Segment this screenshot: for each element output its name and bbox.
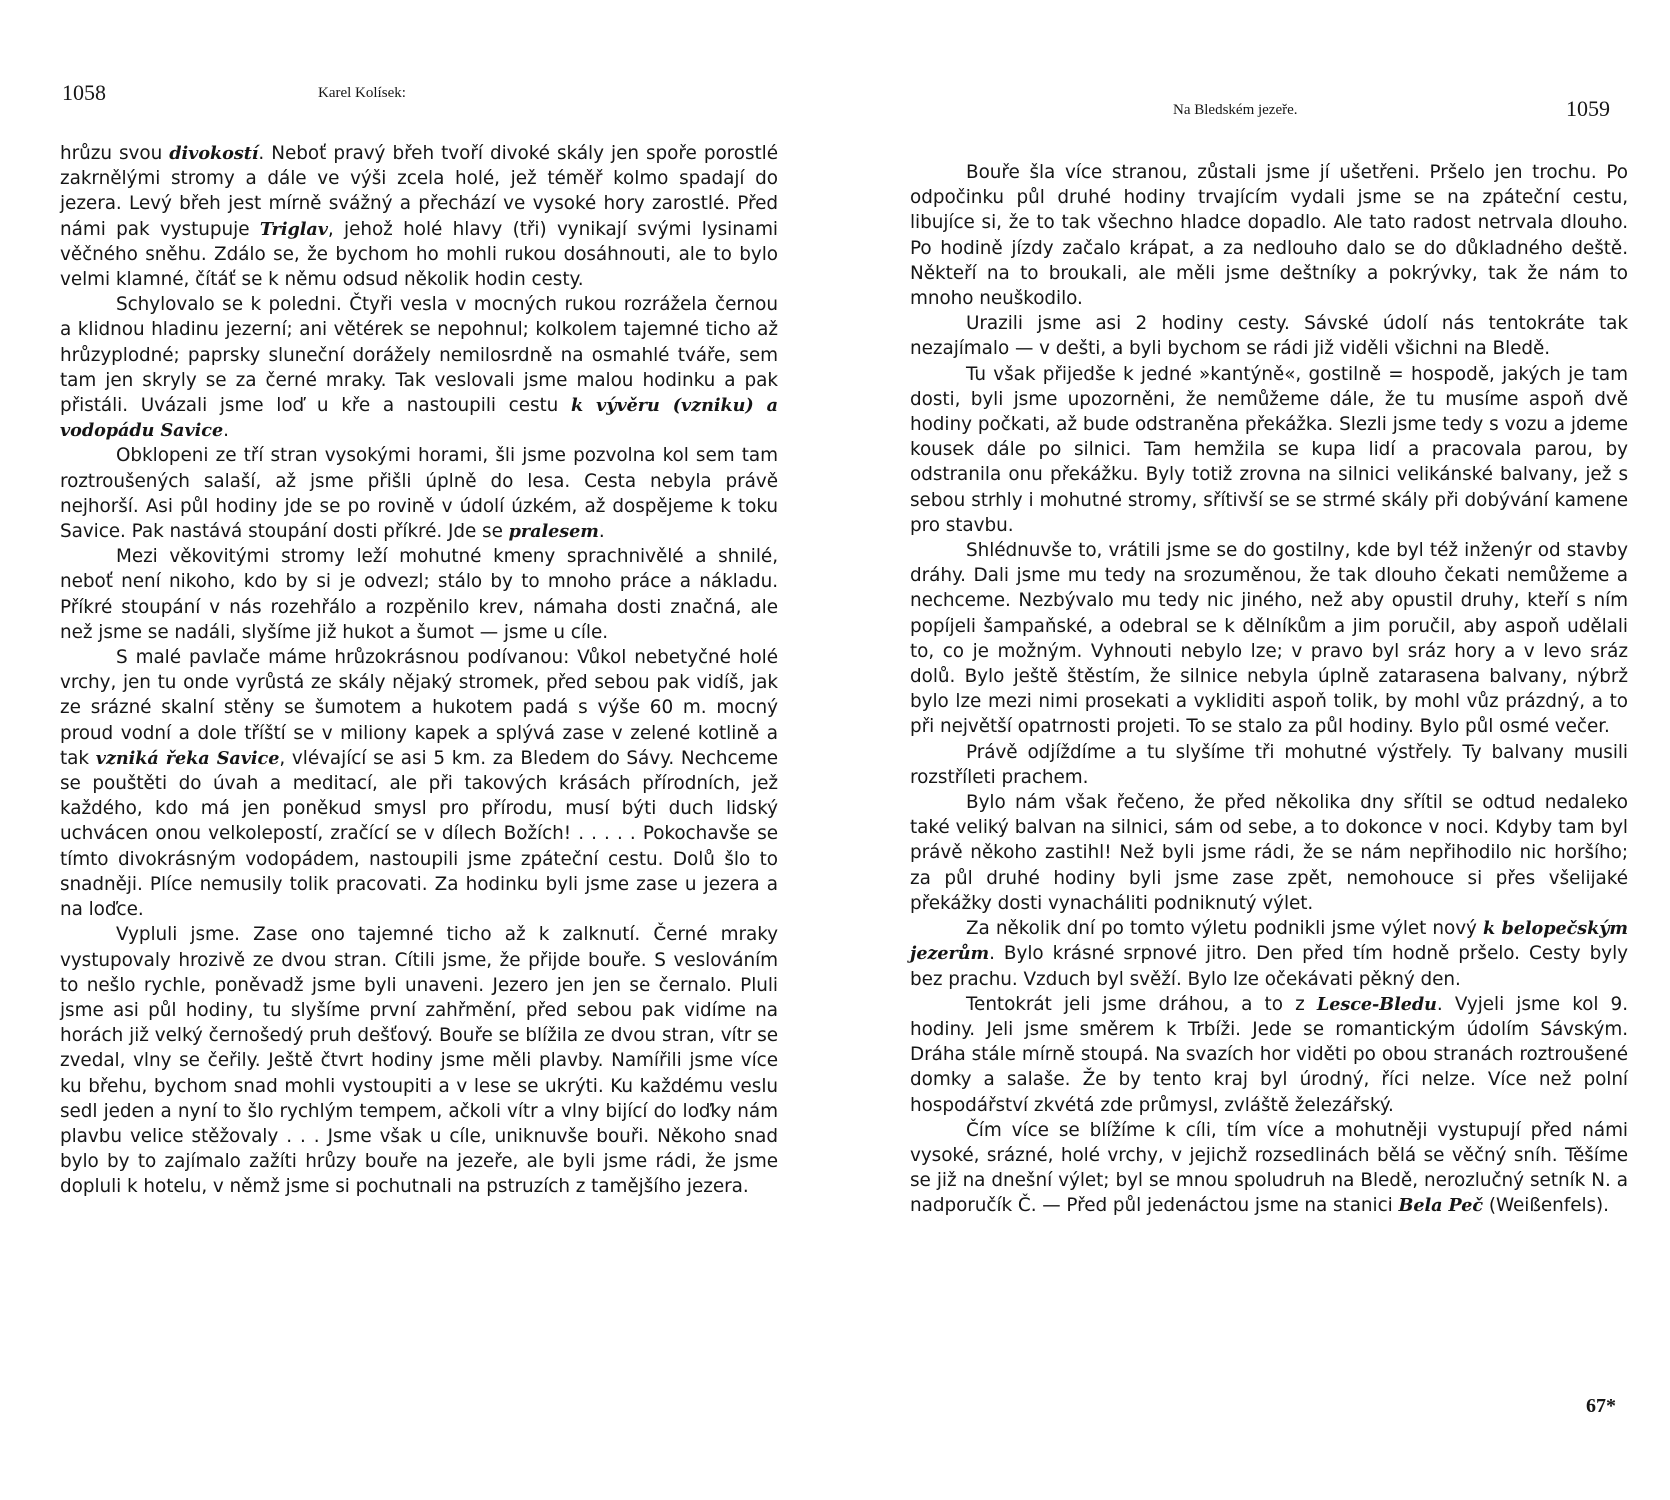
text-run: Bylo nám však řečeno, že před několika dny sřítil se odtud nedaleko také veliký balvan na silnici, sám od sebe, a to dokonce v noci. Kdyby tam byl právě někoho zastihl! Než byli jsme rádi, že se nám nepřihodilo nic horšího; za půl druhé hodiny byli jsme zase zpět, nemohouce si přes všelijaké překážky dosti vynacháliti podniknutý výlet. — [910, 792, 1628, 914]
text-run: Právě odjíždíme a tu slyšíme tři mohutné výstřely. Ty balvany musili rozstříleti prachem. — [910, 741, 1628, 788]
text-run: Schylovalo se k poledni. Čtyři vesla v mocných rukou rozrážela černou a klidnou hladinu jezerní; ani větérek se nepohnul; kolkolem tajemné ticho až hrůzyplodné; paprsky sluneční dorážely nemilosrdně na osmahlé tváře, sem tam jen skryly se za černé mraky. Tak veslovali jsme malou hodinku a pak přistáli. Uvázali jsme loď u kře a nastoupili cestu — [60, 294, 778, 417]
paragraph — [910, 160, 1628, 311]
text-run: hrůzu svou — [60, 143, 170, 164]
paragraph — [60, 922, 778, 1199]
emphasis-text: k belopečským jezerům — [910, 918, 1628, 965]
text-run: (Weißenfels). — [1483, 1195, 1609, 1217]
text-run: Shlédnuvše to, vrátili jsme se do gostilny, kde byl též inženýr od stavby dráhy. Dali jsme mu tedy na srozuměnou, že tak dlouho čekati nemůžeme a nechceme. Nezbývalo mu tedy nic jiného, než aby opustil druhy, kteří s ním popíjeli šampaňské, a odebral se k dělníkům a jim poručil, aby aspoň udělali to, co je možným. Vyhnouti nebylo lze; v pravo byl sráz hory a v levo sráz dolů. Bylo ještě štěstím, že silnice nebyla úplně zatarasena balvany, nýbrž bylo lze mezi nimi prosekati a vykliditi aspoň tolik, by mohl vůz prázdný, a to při největší opatrnosti projeti. To se stalo za půl hodiny. Bylo půl osmé večer. — [910, 540, 1628, 738]
emphasis-text: k vývěru (vzniku) a vodopádu Savice — [60, 395, 778, 442]
text-run: . Bylo krásné srpnové jitro. Den před tím hodně pršelo. Cesty byly bez prachu. Vzduch byl svěží. Bylo lze očekávati pěkný den. — [910, 943, 1628, 990]
text-run: . — [598, 521, 605, 543]
paragraph — [910, 1118, 1628, 1219]
signature-mark: 67* — [1586, 1395, 1616, 1417]
text-run: , vlévající se asi 5 km. za Bledem do Sávy. Nechceme se pouštěti do úvah a meditací, ale při takových krásách přírodních, jež každého, kdo má jen poněkud smysl pro přírodu, musí býti duch lidský uchvácen onou velkolepostí, zračící se v dílech Božích! . . . . . Pokochavše se tímto divokrásným vodopádem, nastoupili jsme zpáteční cestu. Dolů šlo to snadněji. Plíce nemusily tolik pracovati. Za hodinku byli jsme zase u jezera a na loďce. — [60, 747, 778, 921]
text-run: Vypluli jsme. Zase ono tajemné ticho až k zalknutí. Černé mraky vystupovaly hrozivě ze dvou stran. Cítili jsme, že přijde bouře. S veslováním to nešlo rychle, poněvadž jsme byli unaveni. Jezero jen jen se černalo. Pluli jsme asi půl hodiny, tu slyšíme první zahřmění, před sebou pak vidíme na horách již velký černošedý pruh dešťový. Bouře se blížila ze dvou stran, vítr se zvedal, vlny se čeřily. Ještě čtvrt hodiny jsme měli plavby. Namířili jsme více ku břehu, bychom snad mohli vystoupiti a v lese se ukrýti. Ku každému veslu sedl jeden a nyní to šlo rychlým tempem, ačkoli vítr a vlny bijící do loďky nám plavbu velice stěžovaly . . . Jsme však u cíle, uniknuvše bouři. Někoho snad bylo by to zajímalo zažíti hrůzy bouře na jezeře, ale byli jsme rádi, že jsme dopluli k hotelu, v němž jsme si pochutnali na pstruzích z tamějšího jezera. — [60, 924, 778, 1198]
left-body-text — [60, 141, 778, 1200]
text-run: S malé pavlače máme hrůzokrásnou podívanou: Vůkol nebetyčné holé vrchy, jen tu onde vyrůstá ze skály nějaký stromek, před sebou pak vidíš, jak ze srázné skalní stěny se šumotem a hukotem padá s výše 60 m. mocný proud vodní a dole tříští se v miliony kapek a splývá zase v zelené kotlině a tak — [60, 647, 778, 769]
text-run: Mezi věkovitými stromy leží mohutné kmeny sprachnivělé a shnilé, neboť není nikoho, kdo by si je odvezl; stálo by to mnoho práce a nákladu. Příkré stoupání v nás rozehřálo a rozpěnilo krev, námaha dosti značná, ale než jsme se nadáli, slyšíme již hukot a šumot — jsme u cíle. — [60, 546, 778, 643]
emphasis-text: pralesem — [508, 521, 599, 543]
text-run: Tentokrát jeli jsme dráhou, a to z — [966, 993, 1317, 1015]
right-page-number: 1059 — [1566, 96, 1610, 121]
right-page — [910, 0, 1630, 1500]
paragraph — [60, 544, 778, 645]
text-run: Za několik dní po tomto výletu podnikli jsme výlet nový — [966, 918, 1483, 940]
text-run: Tu však přijedše k jedné »kantýně«, gostilně = hospodě, jakých je tam dosti, byli jsme upozorněni, že nemůžeme dále, že tu musíme aspoň dvě hodiny počkati, až bude odstraněna překážka. Slezli jsme tedy s vozu a jdeme kousek dále po silnici. Tam hemžila se kupa lidí a pracovala parou, by odstranila onu překážku. Byly totiž zrovna na silnici velikánské balvany, jež s sebou strhly i mohutné stromy, sřítivší se se strmé skály při dobývání kamene pro stavbu. — [910, 363, 1628, 536]
paragraph — [60, 141, 778, 292]
text-run: Bouře šla více stranou, zůstali jsme jí ušetřeni. Pršelo jen trochu. Po odpočinku půl druhé hodiny trvajícím vydali jsme se na zpáteční cestu, libujíce si, že to tak všechno hladce dopadlo. Ale tato radost netrvala dlouho. Po hodině jízdy začalo krápat, a za nedlouho dalo se do důkladného deště. Někteří na to broukali, ale měli jsme deštníky a pokrývky, tak že nám to mnoho neuškodilo. — [910, 162, 1628, 310]
paragraph — [910, 790, 1628, 916]
text-run: Obklopeni ze tří stran vysokými horami, šli jsme pozvolna kol sem tam roztroušených salaší, až jsme přišli úplně do lesa. Cesta nebyla právě nejhorší. Asi půl hodiny jde se po rovině v údolí úzkém, až dospějeme k toku Savice. Pak nastává stoupání dosti příkré. Jde se — [60, 445, 778, 543]
text-run: Urazili jsme asi 2 hodiny cesty. Sávské údolí nás tentokráte tak nezajímalo — v dešti, a byli bychom se rádi již viděli všichni na Bledě. — [910, 313, 1628, 360]
paragraph — [910, 311, 1628, 361]
text-run: . Vyjeli jsme kol 9. hodiny. Jeli jsme směrem k Trbíži. Jede se romantickým údolím Sávským. Dráha stále mírně stoupá. Na svazích hor viděti po obou stranách roztroušené domky a salaše. Že by tento kraj byl úrodný, říci nelze. Více než polní hospodářství zkvétá zde průmysl, zvláště železářský. — [910, 993, 1629, 1116]
emphasis-text: Bela Peč — [1398, 1195, 1484, 1217]
paragraph — [60, 443, 778, 544]
paragraph — [910, 916, 1628, 992]
emphasis-text: Triglav — [259, 218, 328, 240]
left-page-number: 1058 — [62, 80, 106, 105]
left-page — [60, 0, 780, 1500]
left-running-head: Karel Kolísek: — [318, 85, 406, 101]
paragraph — [60, 292, 778, 443]
emphasis-text: Lesce-Bledu — [1316, 993, 1437, 1015]
paragraph — [910, 362, 1628, 538]
emphasis-text: divokostí — [169, 143, 259, 164]
text-run: Čím více se blížíme k cíli, tím více a mohutněji vystupují před námi vysoké, srázné, holé vrchy, v jejichž rozsedlinách bělá se věčný sníh. Těšíme se již na dnešní výlet; byl se mnou spoludruh na Bledě, nerozlučný setník N. a nadporučík Č. — Před půl jedenáctou jsme na stanici — [910, 1119, 1628, 1217]
emphasis-text: vzniká řeka Savice — [95, 747, 280, 769]
paragraph — [910, 740, 1628, 790]
paragraph — [910, 992, 1628, 1118]
paragraph — [910, 538, 1628, 740]
text-run: . — [223, 420, 229, 442]
right-running-head: Na Bledském jezeře. — [1173, 102, 1298, 118]
text-run: , jehož holé hlavy (tři) vynikají svými lysinami věčného sněhu. Zdálo se, že bychom ho mohli rukou dosáhnouti, ale to bylo velmi klamné, čítáť se k němu odsud několik hodin cesty. — [60, 218, 778, 291]
text-run: . Neboť pravý břeh tvoří divoké skály jen spoře porostlé zakrnělými stromy a dále ve výši zcela holé, jež téměř kolmo spadají do jezera. Levý břeh jest mírně svážný a přechází ve vysoké hory zarostlé. Před námi pak vystupuje — [60, 143, 778, 240]
right-body-text — [910, 160, 1628, 1219]
paragraph — [60, 645, 778, 922]
